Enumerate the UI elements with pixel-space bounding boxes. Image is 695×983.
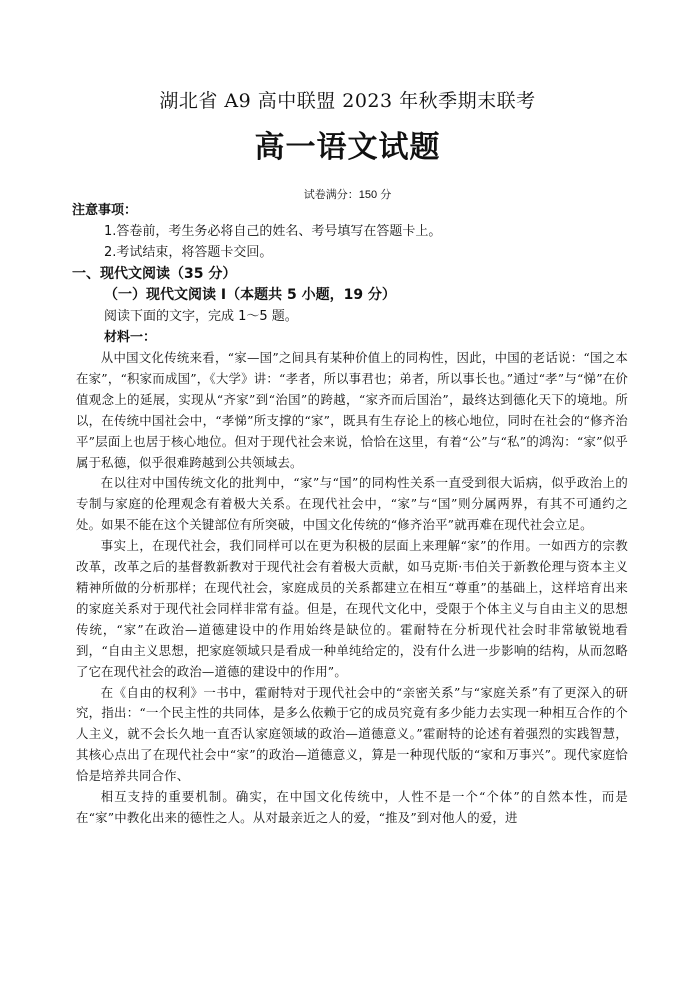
material-label: 材料一： <box>104 330 157 345</box>
paragraph: 在以往对中国传统文化的批判中，“家”与“国”的同构性关系一直受到很大诟病，似乎政治上的专制与家庭的伦理观念有着极大关系。在现代社会中，“家”与“国”则分属两界，有其不可通约之处。如果不能在这个关键部位有所突破，中国文化传统的“修齐治平”就再难在现代社会立足。 <box>76 475 628 533</box>
notice-item: 1.答卷前，考生务必将自己的姓名、考号填写在答题卡上。 <box>104 224 442 239</box>
exam-content <box>72 201 628 829</box>
paragraph: 在《自由的权利》一书中，霍耐特对于现代社会中的“亲密关系”与“家庭关系”有了更深入的研究，指出：“一个民主性的共同体，是多么依赖于它的成员究竟有多少能力去实现一种相互合作的个人主义，就不会长久地一直否认家庭领域的政治—道德意义。”霍耐特的论述有着强烈的实践智慧，其核心点出了在现代社会中“家”的政治—道德意义，算是一种现代版的“家和万事兴”。现代家庭恰恰是培养共同合作、 <box>76 684 628 784</box>
paragraph: 事实上，在现代社会，我们同样可以在更为积极的层面上来理解“家”的作用。一如西方的宗教改革，改革之后的基督教新教对于现代社会有着极大贡献，如马克斯·韦伯关于新教伦理与资本主义精神所做的分析那样；在现代社会，家庭成员的关系都建立在相互“尊重”的基础上，这样培育出来的家庭关系对于现代社会同样非常有益。但是，在现代文化中，受限于个体主义与自由主义的思想传统，“家”在政治—道德建设中的作用始终是缺位的。霍耐特在分析现代社会时非常敏锐地看到，“自由主义思想，把家庭领域只是看成一种单纯给定的，没有什么进一步影响的结构，从而忽略了它在现代社会的政治—道德的建设中的作用”。 <box>76 538 628 679</box>
notice-heading: 注意事项： <box>72 203 138 218</box>
score-value: 150 分 <box>358 189 392 201</box>
notice-item: 2.考试结束，将答题卡交回。 <box>104 245 273 260</box>
paragraph: 从中国文化传统来看，“家—国”之间具有某种价值上的同构性，因此，中国的老话说：“国之本在家”，“积家而成国”，《大学》讲：“孝者，所以事君也；弟者，所以事长也。”通过“孝”与“悌”在价值观念上的延展，实现从“齐家”到“治国”的跨越，“家齐而后国治”，最终达到德化天下的境地。所以，在传统中国社会中，“孝悌”所支撑的“家”，既具有生存论上的核心地位，同时在社会的“修齐治平”层面上也居于核心地位。但对于现代社会来说，恰恰在这里，有着“公”与“私”的鸿沟：“家”似乎属于私德，似乎很难跨越到公共领域去。 <box>76 350 628 470</box>
exam-title: 湖北省 A9 高中联盟 2023 年秋季期末联考 <box>159 90 536 112</box>
section-subtitle: （一）现代文阅读 I（本题共 5 小题，19 分） <box>104 287 396 303</box>
score-label: 试卷满分： <box>303 188 359 201</box>
section-title: 一、现代文阅读（35 分） <box>72 266 237 282</box>
reading-instruction: 阅读下面的文字，完成 1～5 题。 <box>104 309 298 324</box>
subject-title: 高一语文试题 <box>254 130 441 165</box>
score-line <box>0 186 695 202</box>
paragraph: 相互支持的重要机制。确实，在中国文化传统中，人性不是一个“个体”的自然本性，而是在“家”中教化出来的德性之人。从对最亲近之人的爱，“推及”到对他人的爱，进 <box>76 789 628 825</box>
